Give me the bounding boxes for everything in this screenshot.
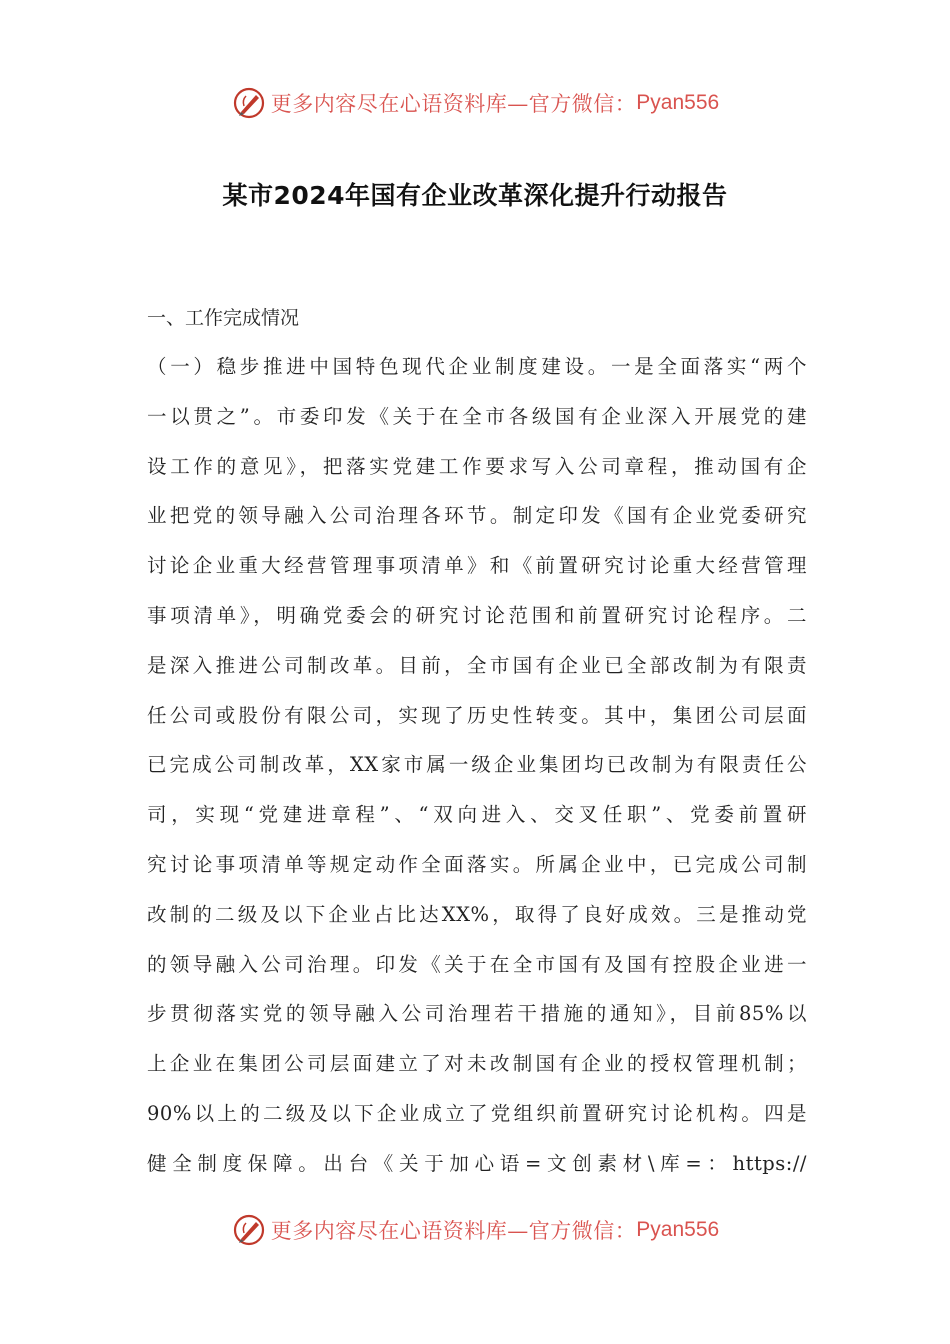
body-line: 健全制度保障。出台《关于加心语=文创素材\库=：https:// bbox=[147, 1151, 807, 1175]
body-line: 已完成公司制改革，XX家市属一级企业集团均已改制为有限责任公 bbox=[147, 753, 807, 777]
body-line: 改制的二级及以下企业占比达XX%，取得了良好成效。三是推动党 bbox=[147, 902, 807, 926]
body-line: 任公司或股份有限公司，实现了历史性转变。其中，集团公司层面 bbox=[147, 703, 807, 727]
body-line: 90%以上的二级及以下企业成立了党组织前置研究讨论机构。四是 bbox=[147, 1101, 807, 1125]
body-line: 是深入推进公司制改革。目前，全市国有企业已全部改制为有限责 bbox=[147, 653, 807, 677]
body-line: 事项清单》，明确党委会的研究讨论范围和前置研究讨论程序。二 bbox=[147, 603, 807, 627]
body-line: 司，实现“党建进章程”、“双向进入、交叉任职”、党委前置研 bbox=[147, 803, 807, 827]
watermark-handle: Pyan556 bbox=[636, 1218, 720, 1241]
watermark-banner-top bbox=[0, 78, 950, 128]
body-line: 设工作的意见》，把落实党建工作要求写入公司章程，推动国有企 bbox=[147, 454, 807, 478]
document-title: 某市2024年国有企业改革深化提升行动报告 bbox=[222, 181, 728, 210]
body-paragraph bbox=[147, 352, 807, 1199]
body-line: 步贯彻落实党的领导融入公司治理若干措施的通知》，目前85%以 bbox=[147, 1002, 807, 1026]
watermark-handle: Pyan556 bbox=[636, 91, 720, 114]
body-line: 的领导融入公司治理。印发《关于在全市国有及国有控股企业进一 bbox=[147, 952, 807, 976]
body-line: 一以贯之”。市委印发《关于在全市各级国有企业深入开展党的建 bbox=[147, 404, 807, 428]
quill-pen-logo-icon bbox=[231, 1212, 267, 1248]
body-line: 业把党的领导融入公司治理各环节。制定印发《国有企业党委研究 bbox=[147, 504, 807, 528]
watermark-text: 更多内容尽在心语资料库—官方微信： bbox=[270, 1219, 637, 1243]
body-line: 讨论企业重大经营管理事项清单》和《前置研究讨论重大经营管理 bbox=[147, 554, 807, 578]
body-line: 究讨论事项清单等规定动作全面落实。所属企业中，已完成公司制 bbox=[147, 852, 807, 876]
quill-pen-logo-icon bbox=[231, 85, 267, 121]
body-line: （一）稳步推进中国特色现代企业制度建设。一是全面落实“两个 bbox=[147, 355, 807, 378]
body-line: 上企业在集团公司层面建立了对未改制国有企业的授权管理机制； bbox=[147, 1052, 807, 1076]
watermark-banner-bottom bbox=[0, 1205, 950, 1255]
section-heading: 一、工作完成情况 bbox=[147, 307, 300, 329]
watermark-text: 更多内容尽在心语资料库—官方微信： bbox=[270, 92, 637, 116]
